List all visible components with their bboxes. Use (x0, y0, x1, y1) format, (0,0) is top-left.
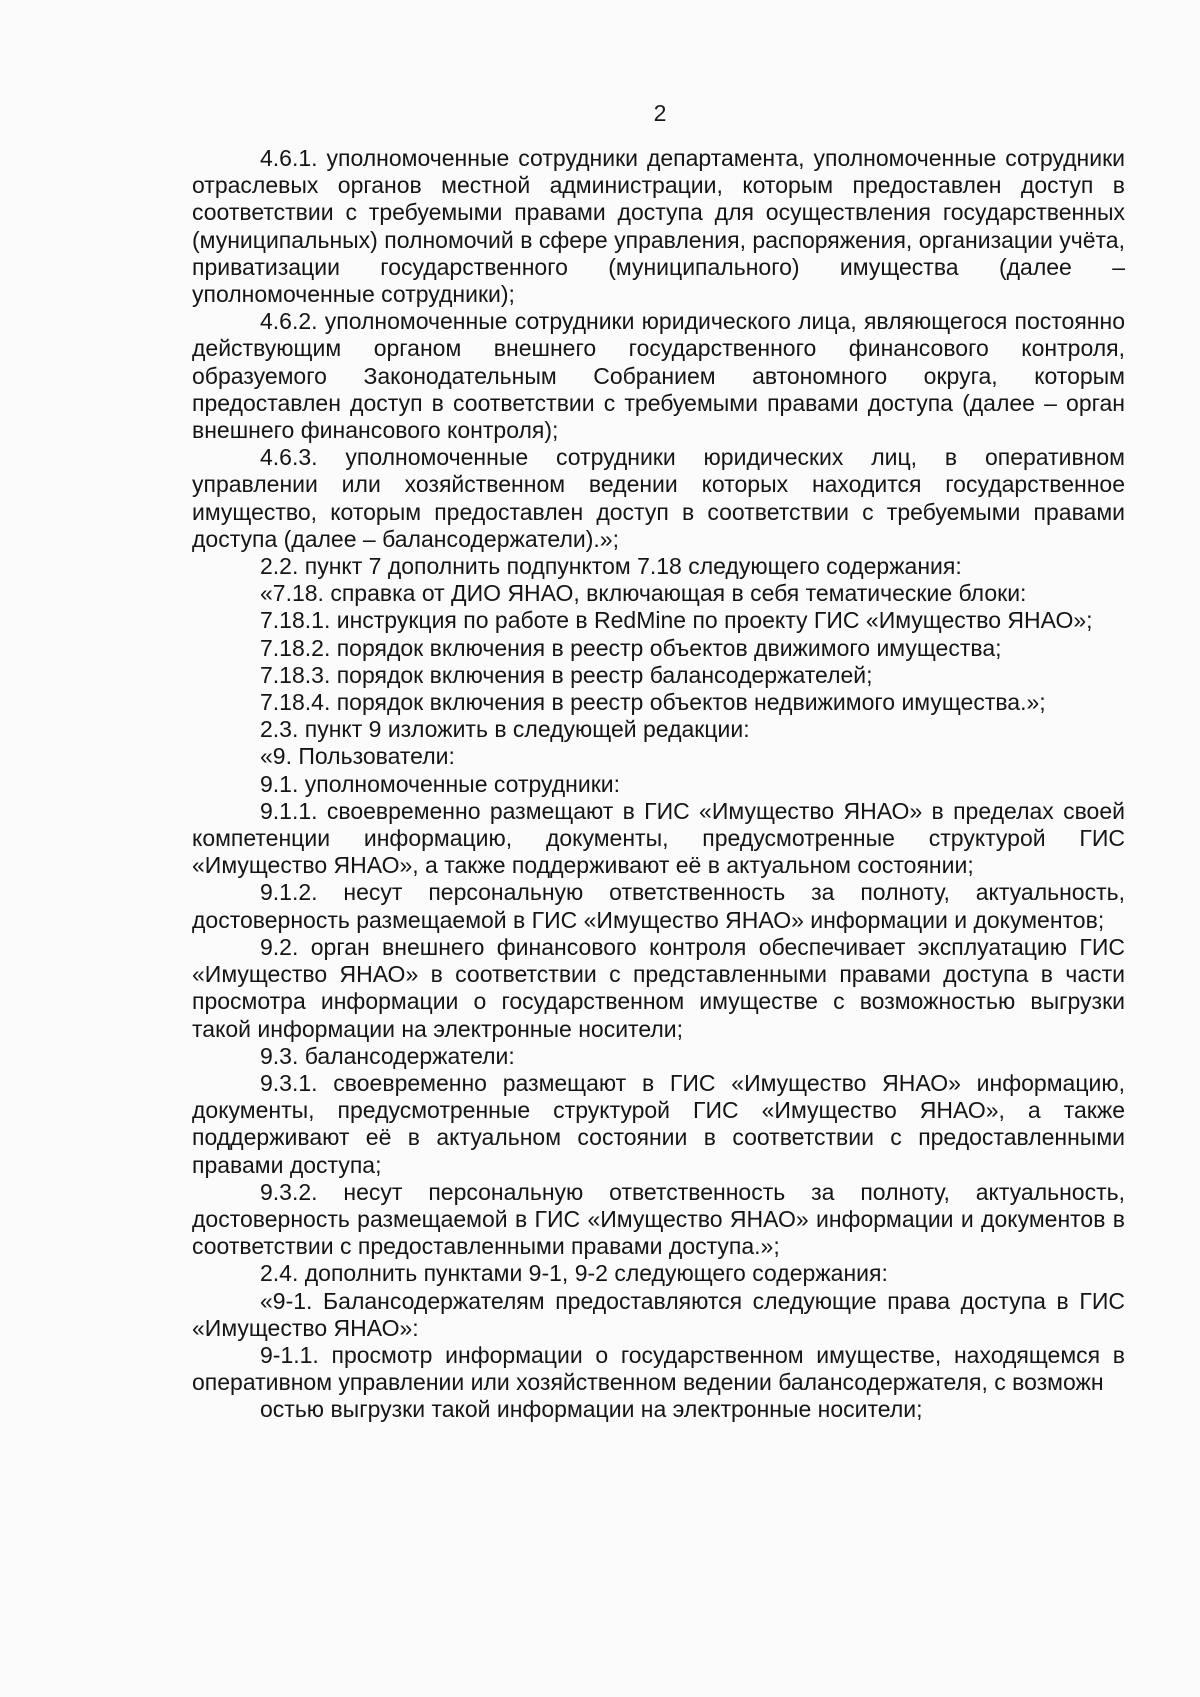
paragraph-9-3-1: 9.3.1. своевременно размещают в ГИС «Имущество ЯНАО» информацию, документы, предусмотренные структурой ГИС «Имущество ЯНАО», а также поддерживают её в актуальном состоянии в соответствии с предоставленными правами доступа; (192, 1069, 1125, 1178)
paragraph-4-6-3: 4.6.3. уполномоченные сотрудники юридических лиц, в оперативном управлении или хозяйственном ведении которых находится государственное имущество, которым предоставлен доступ в соответствии с требуемыми правами доступа (далее – балансодержатели).»; (192, 444, 1125, 552)
paragraph-9: «9. Пользователи: (260, 743, 455, 770)
paragraph-9-3-2: 9.3.2. несут персональную ответственность за полноту, актуальность, достоверность размещаемой в ГИС «Имущество ЯНАО» информации и документов в соответствии с предоставленными правами доступа.»; (192, 1178, 1125, 1260)
paragraph-continuation: остью выгрузки такой информации на электронные носители; (260, 1396, 923, 1423)
paragraph-2-4: 2.4. дополнить пунктами 9-1, 9-2 следующего содержания: (260, 1260, 888, 1287)
paragraph-7-18-3: 7.18.3. порядок включения в реестр балансодержателей; (260, 661, 873, 688)
paragraph-9-1-1: 9.1.1. своевременно размещают в ГИС «Имущество ЯНАО» в пределах своей компетенции информацию, документы, предусмотренные структурой ГИС «Имущество ЯНАО», а также поддерживают её в актуальном состоянии; (192, 797, 1125, 879)
paragraph-7-18-4: 7.18.4. порядок включения в реестр объектов недвижимого имущества.»; (260, 689, 1046, 716)
paragraph-2-2: 2.2. пункт 7 дополнить подпунктом 7.18 следующего содержания: (260, 553, 962, 580)
paragraph-7-18-1: 7.18.1. инструкция по работе в RedMine по проекту ГИС «Имущество ЯНАО»; (260, 607, 1093, 634)
paragraph-9-1-1-view: 9-1.1. просмотр информации о государственном имуществе, находящемся в оперативном управлении или хозяйственном ведении балансодержателя, с возможн (192, 1341, 1125, 1396)
paragraph-7-18: «7.18. справка от ДИО ЯНАО, включающая в себя тематические блоки: (260, 580, 1027, 607)
paragraph-9-3: 9.3. балансодержатели: (260, 1042, 515, 1069)
paragraph-4-6-1: 4.6.1. уполномоченные сотрудники департамента, уполномоченные сотрудники отраслевых органов местной администрации, которым предоставлен доступ в соответствии с требуемыми правами доступа для осуществления государственных (муниципальных) полномочий в сфере управления, распоряжения, организации учёта, приватизации государственного (муниципального) имущества (далее – уполномоченные сотрудники); (192, 145, 1125, 308)
paragraph-4-6-2: 4.6.2. уполномоченные сотрудники юридического лица, являющегося постоянно действующим органом внешнего государственного финансового контроля, образуемого Законодательным Собранием автономного округа, которым предоставлен доступ в соответствии с требуемыми правами доступа (далее – орган внешнего финансового контроля); (192, 308, 1125, 444)
paragraph-9-1-2: 9.1.2. несут персональную ответственность за полноту, актуальность, достоверность размещаемой в ГИС «Имущество ЯНАО» информации и документов; (192, 879, 1125, 933)
paragraph-9-2: 9.2. орган внешнего финансового контроля обеспечивает эксплуатацию ГИС «Имущество ЯНАО» в соответствии с представленными правами доступа в части просмотра информации о государственном имуществе с возможностью выгрузки такой информации на электронные носители; (192, 933, 1125, 1042)
paragraph-9-1-intro: «9-1. Балансодержателям предоставляются следующие права доступа в ГИС «Имущество ЯНАО»: (192, 1287, 1125, 1341)
paragraph-9-1: 9.1. уполномоченные сотрудники: (260, 770, 621, 797)
page-number: 2 (653, 100, 667, 126)
paragraph-2-3: 2.3. пункт 9 изложить в следующей редакции: (260, 716, 750, 743)
document-body (192, 145, 1125, 1424)
paragraph-7-18-2: 7.18.2. порядок включения в реестр объектов движимого имущества; (260, 634, 1002, 661)
